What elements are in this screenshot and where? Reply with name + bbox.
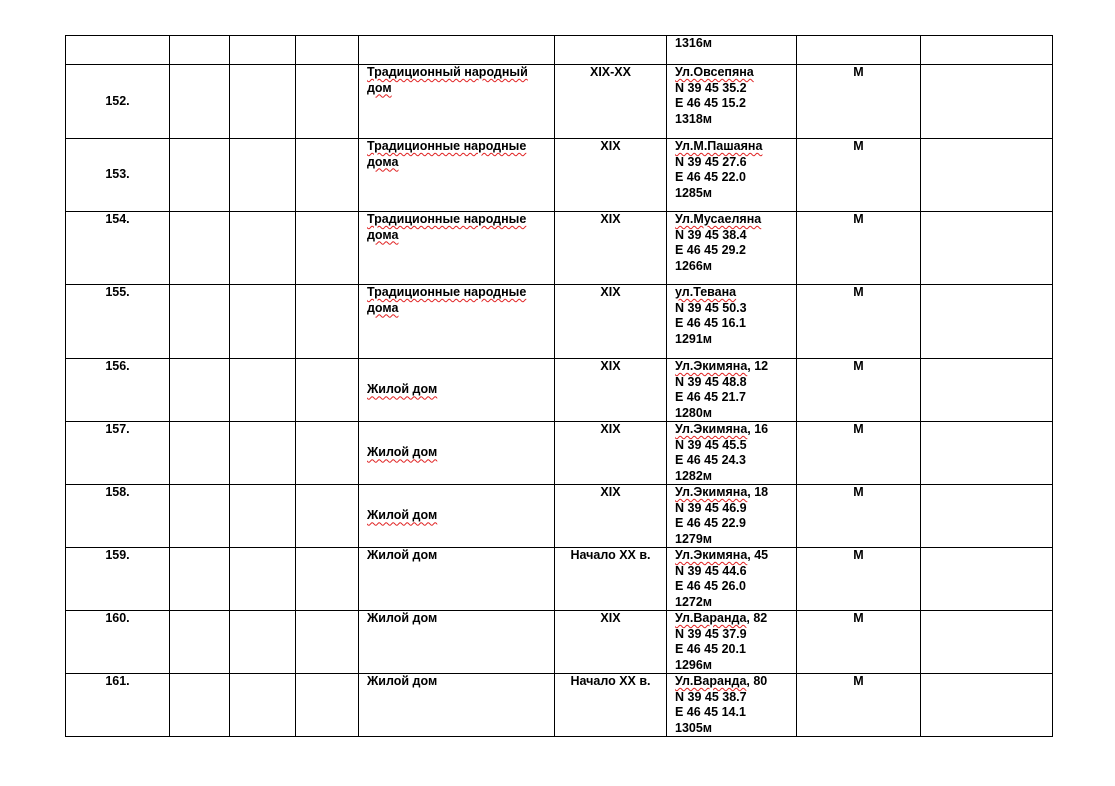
empty-cell	[921, 422, 1053, 485]
latitude: N 39 45 44.6	[675, 563, 747, 578]
street-address	[675, 611, 788, 627]
monument-name-line: Традиционные народные	[367, 285, 527, 299]
longitude: E 46 45 24.3	[675, 453, 746, 467]
dating-cell	[555, 485, 667, 548]
empty-cell	[230, 611, 296, 674]
row-number-cell	[66, 611, 170, 674]
altitude: 1282м	[675, 468, 713, 483]
category-value: М	[853, 285, 864, 299]
location-cell	[667, 65, 797, 139]
location-cell	[667, 139, 797, 212]
longitude: E 46 45 22.0	[675, 170, 746, 184]
monument-name-line: дома	[367, 154, 399, 169]
street-address	[675, 139, 788, 155]
dating-cell	[555, 139, 667, 212]
category-value: М	[853, 611, 864, 625]
table-row	[66, 139, 1053, 212]
location-cell	[667, 212, 797, 285]
row-number-cell	[66, 422, 170, 485]
longitude: E 46 45 26.0	[675, 579, 746, 593]
empty-cell	[170, 422, 230, 485]
monument-name-line: Традиционные народные	[367, 139, 527, 153]
row-number-cell	[66, 548, 170, 611]
empty-cell	[921, 674, 1053, 737]
row-number: 156.	[105, 359, 130, 373]
empty-cell	[230, 212, 296, 285]
longitude: E 46 45 22.9	[675, 516, 746, 530]
row-number: 155.	[105, 285, 130, 299]
category-cell	[797, 359, 921, 422]
row-number: 152.	[105, 93, 130, 108]
monument-name-cell	[359, 422, 555, 485]
location-cell	[667, 36, 797, 65]
empty-cell	[921, 611, 1053, 674]
empty-cell	[921, 65, 1053, 139]
altitude: 1316м	[675, 36, 713, 50]
dating-value: Начало XX в.	[570, 548, 651, 562]
dating-cell	[555, 359, 667, 422]
street-address	[675, 422, 788, 438]
empty-cell	[170, 359, 230, 422]
row-number: 157.	[105, 422, 130, 436]
dating-cell	[555, 611, 667, 674]
category-value: М	[853, 65, 864, 79]
category-value: М	[853, 548, 864, 562]
empty-cell	[170, 139, 230, 212]
table-body	[66, 36, 1053, 737]
street-name: Ул.М.Пашаяна	[675, 139, 763, 153]
category-cell	[797, 674, 921, 737]
empty-cell	[921, 485, 1053, 548]
street-address	[675, 285, 788, 301]
table-row	[66, 36, 1053, 65]
table-row	[66, 285, 1053, 359]
category-cell	[797, 65, 921, 139]
empty-cell	[296, 611, 359, 674]
row-number-cell	[66, 36, 170, 65]
monument-name-line: дома	[367, 227, 399, 242]
empty-cell	[170, 36, 230, 65]
dating-value: XIX	[600, 139, 621, 153]
category-value: М	[853, 359, 864, 373]
empty-cell	[296, 65, 359, 139]
empty-cell	[296, 548, 359, 611]
empty-cell	[296, 674, 359, 737]
table-row	[66, 359, 1053, 422]
dating-value: XIX	[600, 611, 621, 625]
street-address	[675, 548, 788, 564]
dating-cell	[555, 285, 667, 359]
street-number: , 82	[746, 611, 768, 625]
table-row	[66, 548, 1053, 611]
altitude: 1318м	[675, 111, 713, 126]
monument-name-line: дом	[367, 80, 392, 95]
latitude: N 39 45 48.8	[675, 374, 747, 389]
street-address	[675, 485, 788, 501]
empty-cell	[230, 548, 296, 611]
row-number-cell	[66, 359, 170, 422]
street-name: Ул.Варанда	[675, 611, 747, 625]
location-cell	[667, 674, 797, 737]
category-cell	[797, 212, 921, 285]
empty-cell	[230, 485, 296, 548]
empty-cell	[230, 422, 296, 485]
empty-cell	[230, 139, 296, 212]
latitude: N 39 45 35.2	[675, 80, 747, 95]
empty-cell	[170, 548, 230, 611]
empty-cell	[296, 212, 359, 285]
street-address	[675, 65, 788, 81]
empty-cell	[170, 485, 230, 548]
dating-cell	[555, 65, 667, 139]
monument-name-line: Традиционный народный	[367, 65, 528, 79]
dating-cell	[555, 36, 667, 65]
empty-cell	[170, 212, 230, 285]
street-name: Ул.Овсепяна	[675, 65, 754, 79]
monuments-table	[65, 35, 1053, 737]
empty-cell	[921, 285, 1053, 359]
monument-name-line: Жилой дом	[367, 445, 438, 460]
monument-name-cell	[359, 212, 555, 285]
latitude: N 39 45 45.5	[675, 437, 747, 452]
category-cell	[797, 611, 921, 674]
dating-value: XIX	[600, 359, 621, 373]
location-cell	[667, 485, 797, 548]
latitude: N 39 45 37.9	[675, 626, 747, 641]
row-number-cell	[66, 139, 170, 212]
street-address	[675, 674, 788, 690]
dating-cell	[555, 212, 667, 285]
dating-cell	[555, 422, 667, 485]
category-cell	[797, 36, 921, 65]
empty-cell	[230, 285, 296, 359]
longitude: E 46 45 29.2	[675, 243, 746, 257]
monument-name-line: дома	[367, 300, 399, 315]
empty-cell	[230, 359, 296, 422]
dating-cell	[555, 674, 667, 737]
category-cell	[797, 285, 921, 359]
empty-cell	[170, 285, 230, 359]
table-row	[66, 422, 1053, 485]
street-number: , 80	[746, 674, 768, 688]
table-row	[66, 674, 1053, 737]
location-cell	[667, 422, 797, 485]
altitude: 1266м	[675, 258, 713, 273]
row-number: 159.	[105, 548, 130, 562]
category-cell	[797, 548, 921, 611]
row-number-cell	[66, 212, 170, 285]
altitude: 1296м	[675, 657, 713, 672]
row-number: 158.	[105, 485, 130, 499]
street-address	[675, 359, 788, 375]
empty-cell	[230, 674, 296, 737]
latitude: N 39 45 46.9	[675, 500, 747, 515]
street-name: Ул.Экимяна	[675, 548, 748, 562]
street-address	[675, 212, 788, 228]
altitude: 1291м	[675, 331, 713, 346]
row-number-cell	[66, 674, 170, 737]
altitude: 1285м	[675, 185, 713, 200]
location-cell	[667, 359, 797, 422]
monument-name-line: Традиционные народные	[367, 212, 527, 226]
table-row	[66, 65, 1053, 139]
row-number: 161.	[105, 674, 130, 688]
latitude: N 39 45 50.3	[675, 300, 747, 315]
empty-cell	[296, 422, 359, 485]
empty-cell	[170, 674, 230, 737]
monument-name-line: Жилой дом	[367, 674, 438, 688]
dating-value: XIX	[600, 485, 621, 499]
altitude: 1305м	[675, 720, 713, 735]
row-number: 153.	[105, 167, 130, 182]
location-cell	[667, 548, 797, 611]
monument-name-cell	[359, 485, 555, 548]
empty-cell	[921, 36, 1053, 65]
category-value: М	[853, 485, 864, 499]
table-row	[66, 485, 1053, 548]
category-cell	[797, 485, 921, 548]
table-row	[66, 611, 1053, 674]
empty-cell	[296, 139, 359, 212]
longitude: E 46 45 14.1	[675, 705, 746, 719]
street-name: Ул.Экимяна	[675, 422, 748, 436]
category-cell	[797, 139, 921, 212]
street-name: Ул.Мусаеляна	[675, 212, 762, 226]
empty-cell	[921, 548, 1053, 611]
empty-cell	[296, 36, 359, 65]
category-value: М	[853, 674, 864, 688]
empty-cell	[296, 485, 359, 548]
street-name: Ул.Экимяна	[675, 359, 748, 373]
altitude: 1280м	[675, 405, 713, 420]
longitude: E 46 45 15.2	[675, 96, 746, 110]
dating-cell	[555, 548, 667, 611]
altitude: 1272м	[675, 594, 713, 609]
monument-name-cell	[359, 36, 555, 65]
dating-value: XIX-XX	[590, 65, 631, 79]
row-number: 160.	[105, 611, 130, 625]
empty-cell	[296, 285, 359, 359]
dating-value: XIX	[600, 422, 621, 436]
monument-name-cell	[359, 674, 555, 737]
latitude: N 39 45 38.4	[675, 227, 747, 242]
row-number: 154.	[105, 212, 130, 226]
longitude: E 46 45 16.1	[675, 316, 746, 330]
row-number-cell	[66, 285, 170, 359]
category-value: М	[853, 139, 864, 153]
latitude: N 39 45 27.6	[675, 154, 747, 169]
monument-name-cell	[359, 65, 555, 139]
dating-value: XIX	[600, 285, 621, 299]
altitude: 1279м	[675, 531, 713, 546]
dating-value: XIX	[600, 212, 621, 226]
street-name: Ул.Варанда	[675, 674, 747, 688]
category-value: М	[853, 212, 864, 226]
empty-cell	[921, 359, 1053, 422]
monument-name-line: Жилой дом	[367, 382, 438, 397]
street-name: Ул.Экимяна	[675, 485, 748, 499]
street-number: , 16	[747, 422, 769, 436]
row-number-cell	[66, 65, 170, 139]
monument-name-line: Жилой дом	[367, 548, 438, 562]
category-cell	[797, 422, 921, 485]
empty-cell	[921, 139, 1053, 212]
category-value: М	[853, 422, 864, 436]
street-name: ул.Тевана	[675, 285, 737, 299]
monument-name-line: Жилой дом	[367, 508, 438, 523]
row-number-cell	[66, 485, 170, 548]
latitude: N 39 45 38.7	[675, 689, 747, 704]
longitude: E 46 45 21.7	[675, 390, 746, 404]
empty-cell	[296, 359, 359, 422]
dating-value: Начало XX в.	[570, 674, 651, 688]
monument-name-cell	[359, 611, 555, 674]
street-number: , 45	[747, 548, 769, 562]
empty-cell	[230, 65, 296, 139]
empty-cell	[170, 611, 230, 674]
location-cell	[667, 285, 797, 359]
monument-name-cell	[359, 359, 555, 422]
monument-name-cell	[359, 285, 555, 359]
empty-cell	[170, 65, 230, 139]
street-number: , 18	[747, 485, 769, 499]
empty-cell	[921, 212, 1053, 285]
monument-name-cell	[359, 548, 555, 611]
monument-name-line: Жилой дом	[367, 611, 438, 625]
monument-name-cell	[359, 139, 555, 212]
empty-cell	[230, 36, 296, 65]
table-row	[66, 212, 1053, 285]
location-cell	[667, 611, 797, 674]
street-number: , 12	[747, 359, 769, 373]
longitude: E 46 45 20.1	[675, 642, 746, 656]
